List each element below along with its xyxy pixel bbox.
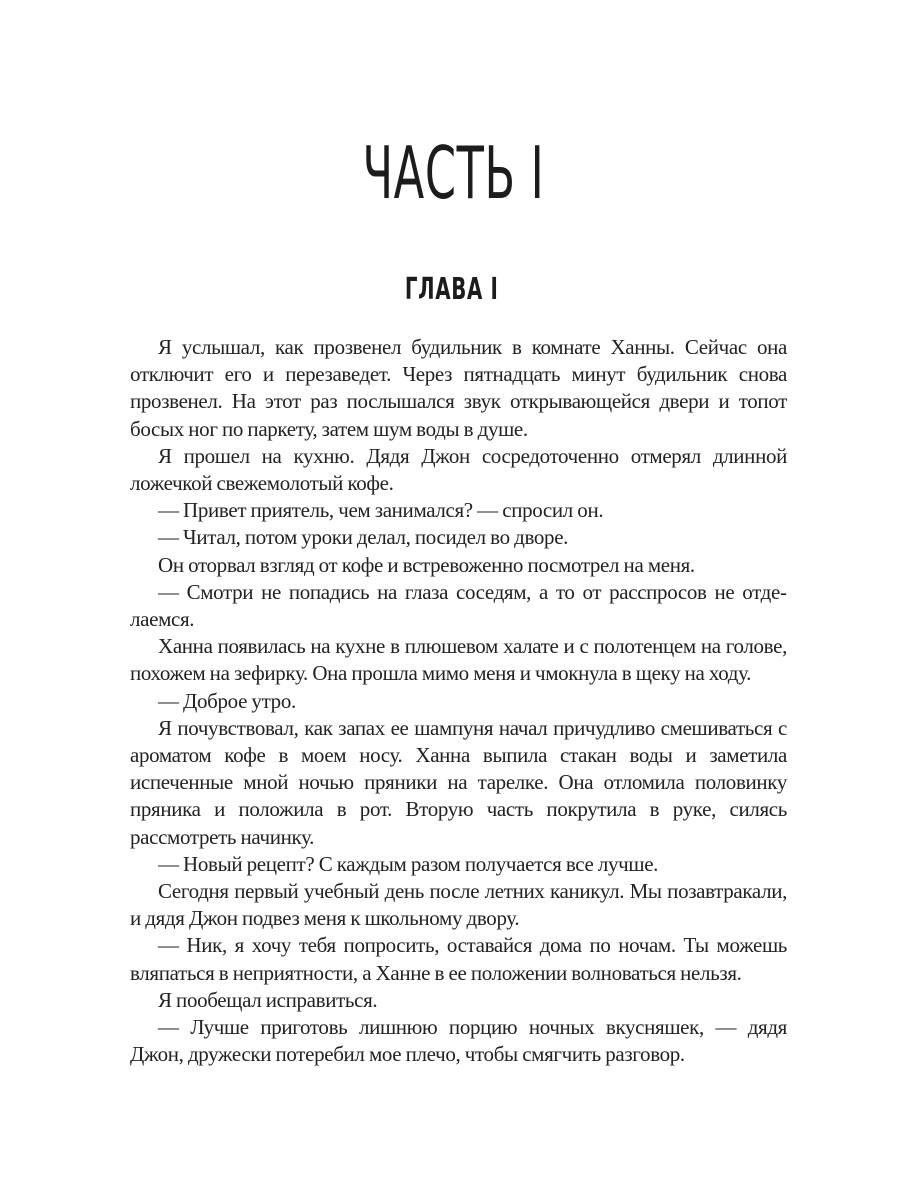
dialogue-line: — Доброе утро.	[158, 688, 296, 713]
paragraph: Я услышал, как прозвенел будильник в комнате Ханны. Сейчас она отключит его и перезаведет. Через пятнадцать минут будильник снова прозвенел. На этот раз послышался звук открывающейся двери и топот босых ног по паркету, затем шум воды в душе.	[130, 335, 787, 441]
paragraph: Он оторвал взгляд от кофе и встревоженно посмотрел на меня.	[158, 552, 695, 577]
dialogue-line: — Новый рецепт? С каждым разом получается все лучше.	[158, 851, 659, 876]
dialogue-line: — Привет приятель, чем занимался? — спросил он.	[158, 498, 604, 523]
chapter-title: ГЛАВА I	[404, 272, 499, 307]
paragraph: Сегодня первый учебный день после летних каникул. Мы позавтракали, и дядя Джон подвез меня к школьному двору.	[130, 879, 787, 931]
dialogue-line: — Смотри не попадись на глаза соседям, а то от расспросов не отделаемся.	[130, 579, 787, 632]
dialogue-line: — Читал, потом уроки делал, посидел во дворе.	[158, 525, 569, 550]
paragraph: Ханна появилась на кухне в плюшевом халате и с полотенцем на голове, похожем на зефирку. Она прошла мимо меня и чмокнула в щеку на ходу.	[130, 634, 787, 686]
dialogue-line: — Лучше приготовь лишнюю порцию ночных вкусняшек, — дядя Джон, дружески потеребил мое плечо, чтобы смягчить разговор.	[130, 1015, 787, 1067]
paragraph: Я прошел на кухню. Дядя Джон сосредоточенно отмерял длинной ложечкой свежемолотый кофе.	[130, 443, 787, 496]
paragraph: Я почувствовал, как запах ее шампуня начал причудливо смешиваться с ароматом кофе в моем носу. Ханна выпила стакан воды и заметила испеченные мной ночью пряники на тарелке. Она отломила половинку пряника и положила в рот. Вторую часть покрутила в руке, силясь рассмотреть начинку.	[130, 715, 787, 849]
paragraph: Я пообещал исправиться.	[158, 987, 378, 1012]
dialogue-line: — Ник, я хочу тебя попросить, оставайся дома по ночам. Ты можешь вляпаться в неприятности, а Ханне в ее положении волноваться нельзя.	[130, 933, 787, 985]
chapter-body	[130, 334, 787, 1068]
part-title: ЧАСТЬ I	[362, 131, 545, 215]
